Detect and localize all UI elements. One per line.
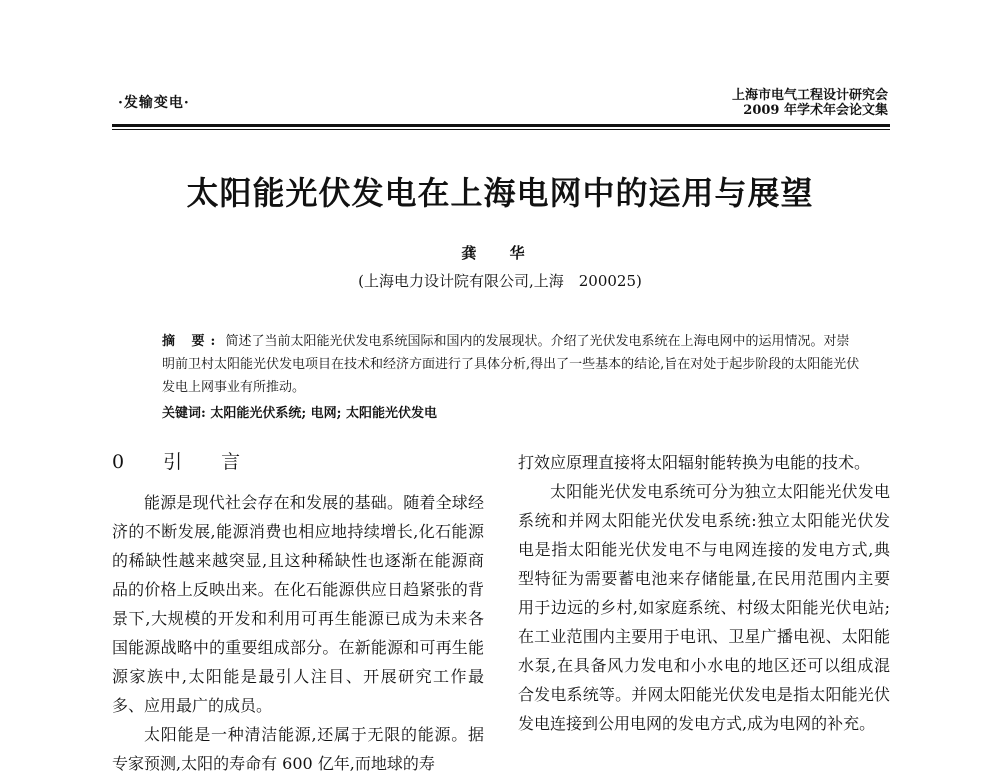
body-paragraph: 能源是现代社会存在和发展的基础。随着全球经济的不断发展,能源消费也相应地持续增长,化石能源的稀缺性越来越突显,且这种稀缺性也逐渐在能源商品的价格上反映出来。在化石能源供应日趋紧张的背景下,大规模的开发和利用可再生能源已成为未来各国能源战略中的重要组成部分。在新能源和可再生能源家族中,太阳能是最引人注目、开展研究工作最多、应用最广的成员。 — [112, 493, 484, 715]
keywords: 关键词: 太阳能光伏系统; 电网; 太阳能光伏发电 — [162, 406, 437, 421]
header-rule-thin — [112, 129, 890, 130]
journal-section-label: ·发输变电· — [118, 95, 190, 111]
abstract — [162, 330, 862, 399]
journal-volume: 2009 年学术年会论文集 — [743, 103, 888, 118]
journal-name: 上海市电气工程设计研究会 — [731, 88, 888, 103]
journal-info — [628, 88, 888, 118]
abstract-label: 摘 要: — [162, 334, 222, 349]
author-name: 龚 华 — [461, 244, 539, 262]
body-column-left — [112, 448, 484, 778]
paper-title: 太阳能光伏发电在上海电网中的运用与展望 — [186, 174, 814, 212]
abstract-text: 简述了当前太阳能光伏发电系统国际和国内的发展现状。介绍了光伏发电系统在上海电网中的运用情况。对崇明前卫村太阳能光伏发电项目在技术和经济方面进行了具体分析,得出了一些基本的结论,旨在对处于起步阶段的太阳能光伏发电上网事业有所推动。 — [162, 334, 860, 395]
body-paragraph: 太阳能光伏发电系统可分为独立太阳能光伏发电系统和并网太阳能光伏发电系统:独立太阳能光伏发电是指太阳能光伏发电不与电网连接的发电方式,典型特征为需要蓄电池来存储能量,在民用范围内主要用于边远的乡村,如家庭系统、村级太阳能光伏电站;在工业范围内主要用于电讯、卫星广播电视、太阳能水泵,在具备风力发电和小水电的地区还可以组成混合发电系统等。并网太阳能光伏发电是指太阳能光伏发电连接到公用电网的发电方式,成为电网的补充。 — [518, 482, 890, 733]
body-column-right — [518, 448, 890, 738]
body-paragraph: 打效应原理直接将太阳辐射能转换为电能的技术。 — [518, 453, 871, 472]
header-rule-thick — [112, 124, 890, 127]
author-affiliation: (上海电力设计院有限公司,上海 200025) — [358, 272, 642, 290]
section-heading: 0 引 言 — [112, 451, 251, 473]
body-paragraph: 太阳能是一种清洁能源,还属于无限的能源。据专家预测,太阳的寿命有 600 亿年,而地球的寿 — [112, 725, 484, 773]
